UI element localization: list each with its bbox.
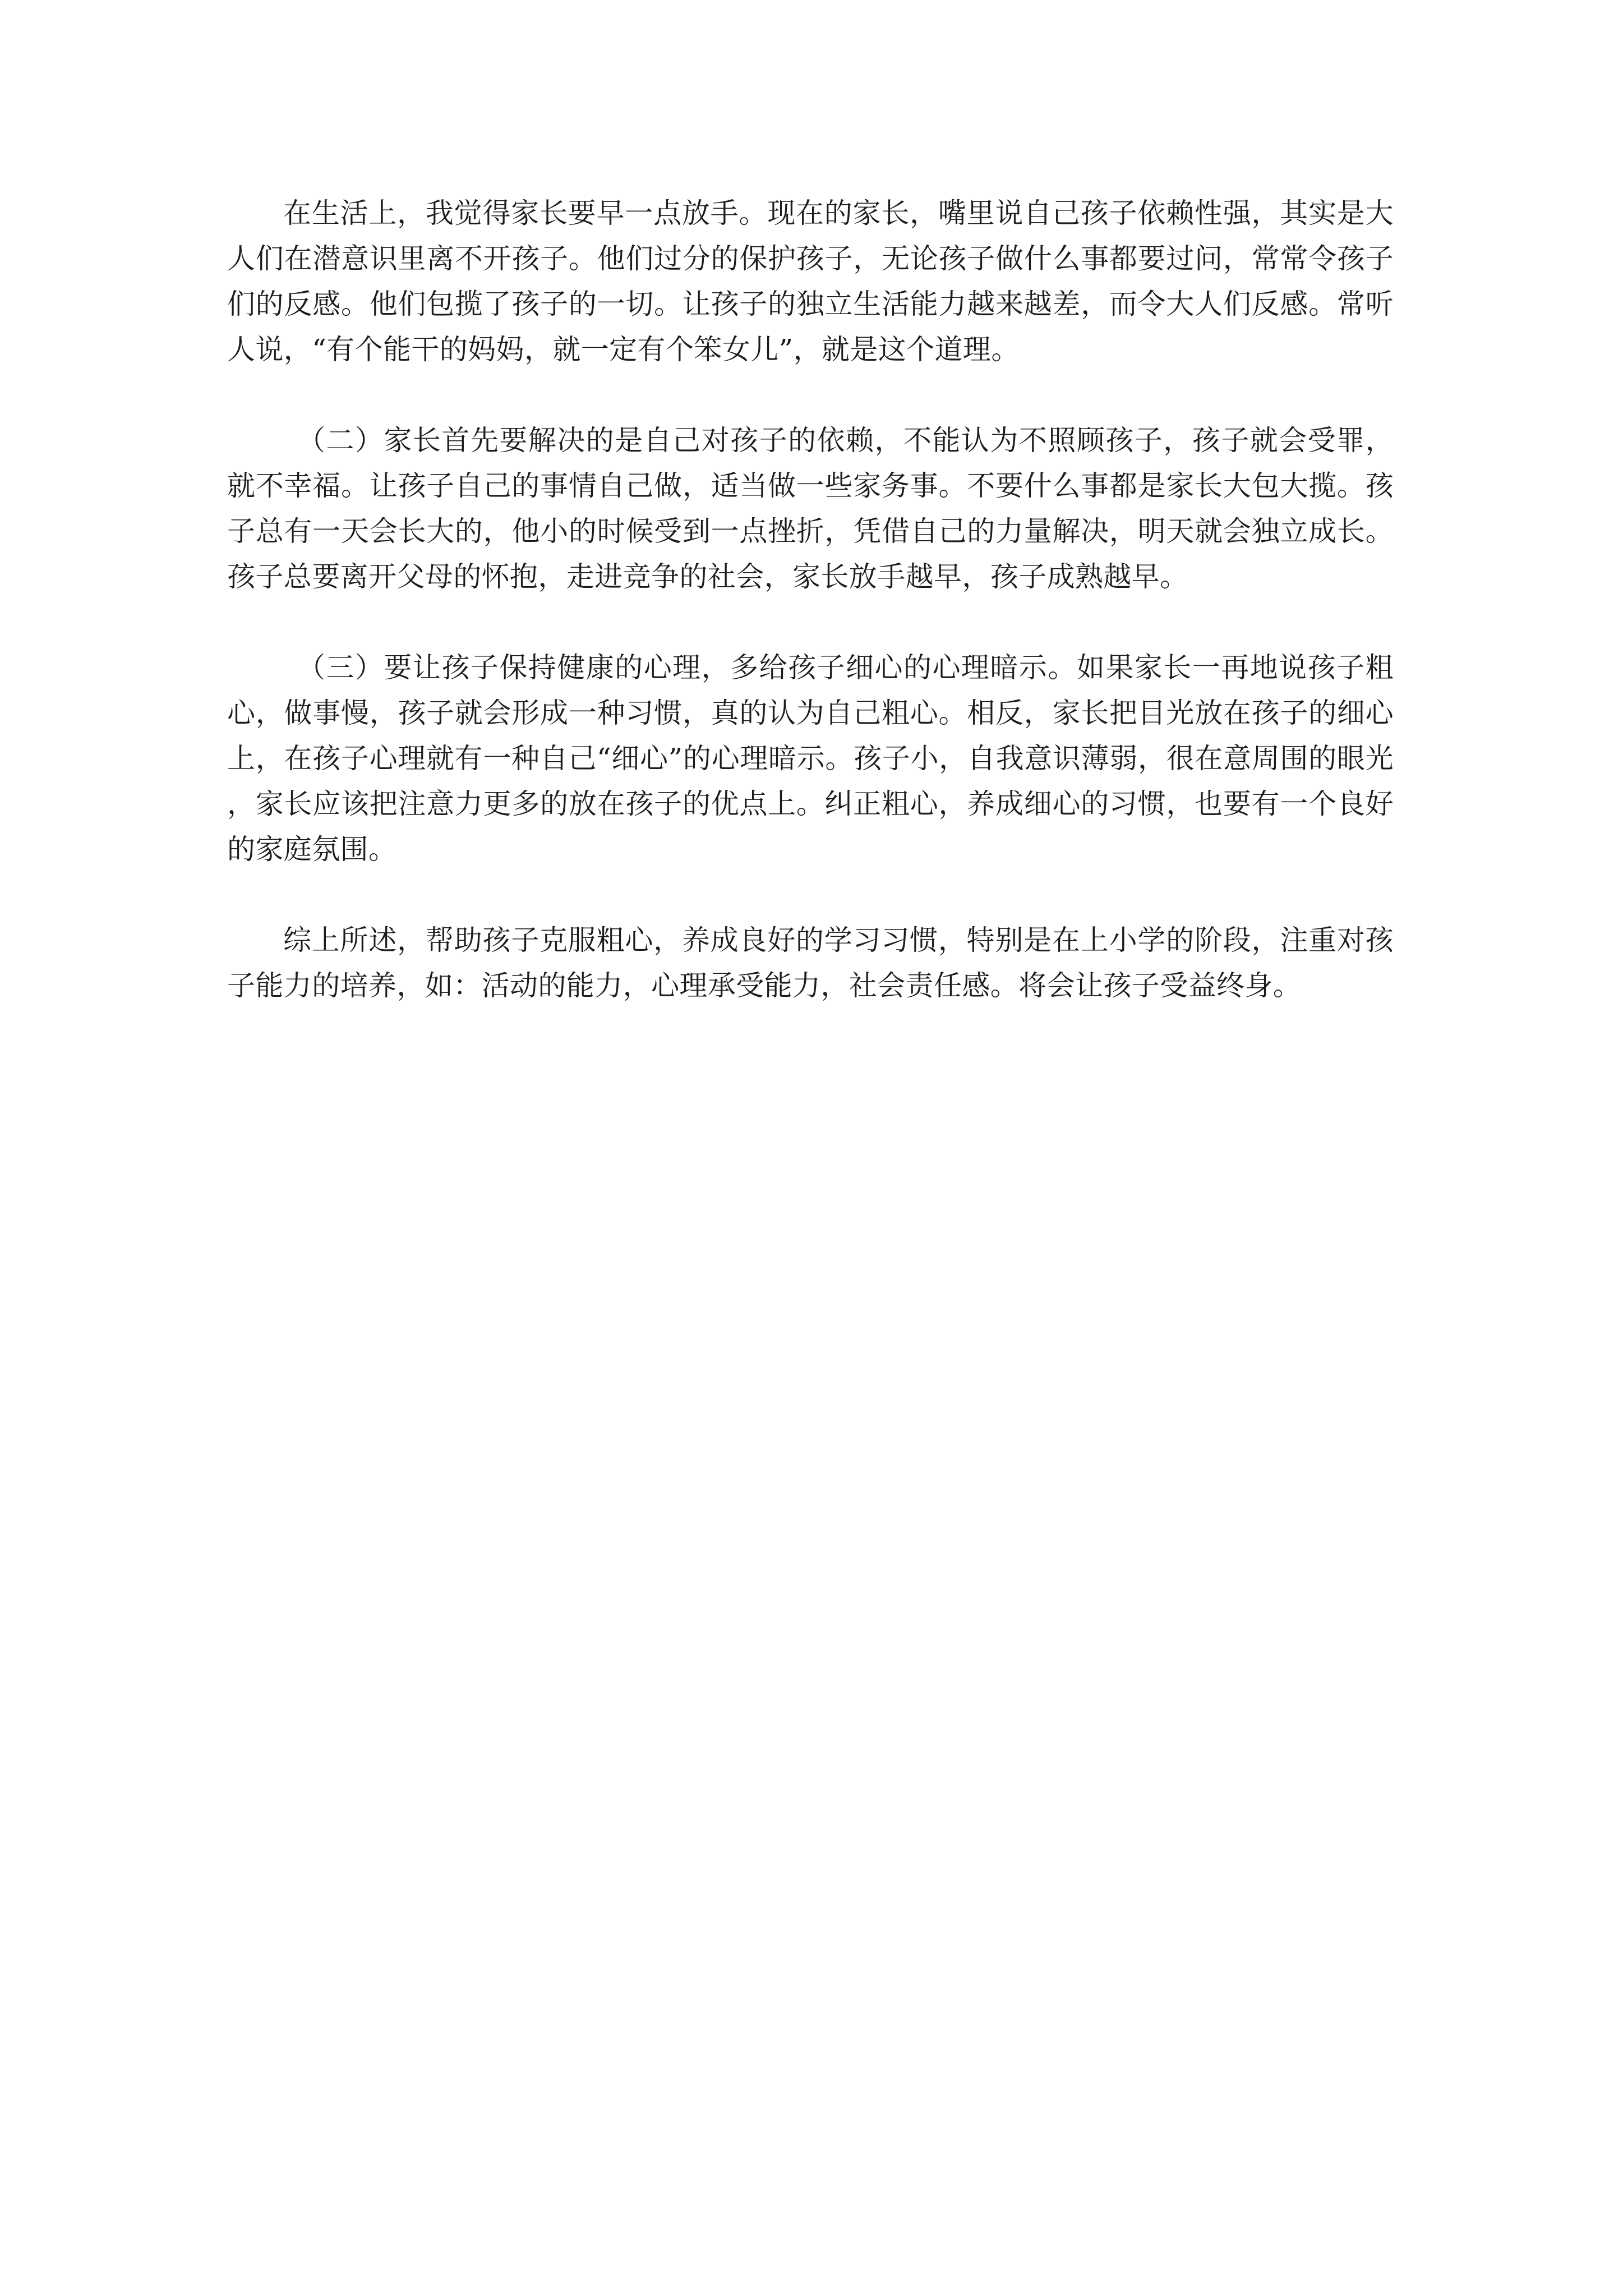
paragraph-point-three: （三）要让孩子保持健康的心理，多给孩子细心的心理暗示。如果家长一再地说孩子粗心，做事慢，孩子就会形成一种习惯，真的认为自己粗心。相反，家长把目光放在孩子的细心上，在孩子心理就有一种自己“细心”的心理暗示。孩子小，自我意识薄弱，很在意周围的眼光 ，家长应该把注意力更多的放在孩子的优点上。纠正粗心，养成细心的习惯，也要有一个良好的家庭氛围。 (227, 651, 1394, 866)
paragraph-independence-in-life: 在生活上，我觉得家长要早一点放手。现在的家长，嘴里说自己孩子依赖性强，其实是大人们在潜意识里离不开孩子。他们过分的保护孩子，无论孩子做什么事都要过问，常常令孩子们的反感。他们包揽了孩子的一切。让孩子的独立生活能力越来越差，而令大人们反感。常听人说，“有个能干的妈妈，就一定有个笨女儿”，就是这个道理。 (227, 197, 1394, 366)
document-body (227, 191, 1394, 1054)
paragraph-point-two: （二）家长首先要解决的是自己对孩子的依赖，不能认为不照顾孩子，孩子就会受罪，就不幸福。让孩子自己的事情自己做，适当做一些家务事。不要什么事都是家长大包大揽。孩子总有一天会长大的，他小的时候受到一点挫折，凭借自己的力量解决，明天就会独立成长。孩子总要离开父母的怀抱，走进竞争的社会，家长放手越早，孩子成熟越早。 (227, 424, 1394, 593)
paragraph-conclusion: 综上所述，帮助孩子克服粗心，养成良好的学习习惯，特别是在上小学的阶段，注重对孩子能力的培养，如：活动的能力，心理承受能力，社会责任感。将会让孩子受益终身。 (227, 924, 1394, 1002)
